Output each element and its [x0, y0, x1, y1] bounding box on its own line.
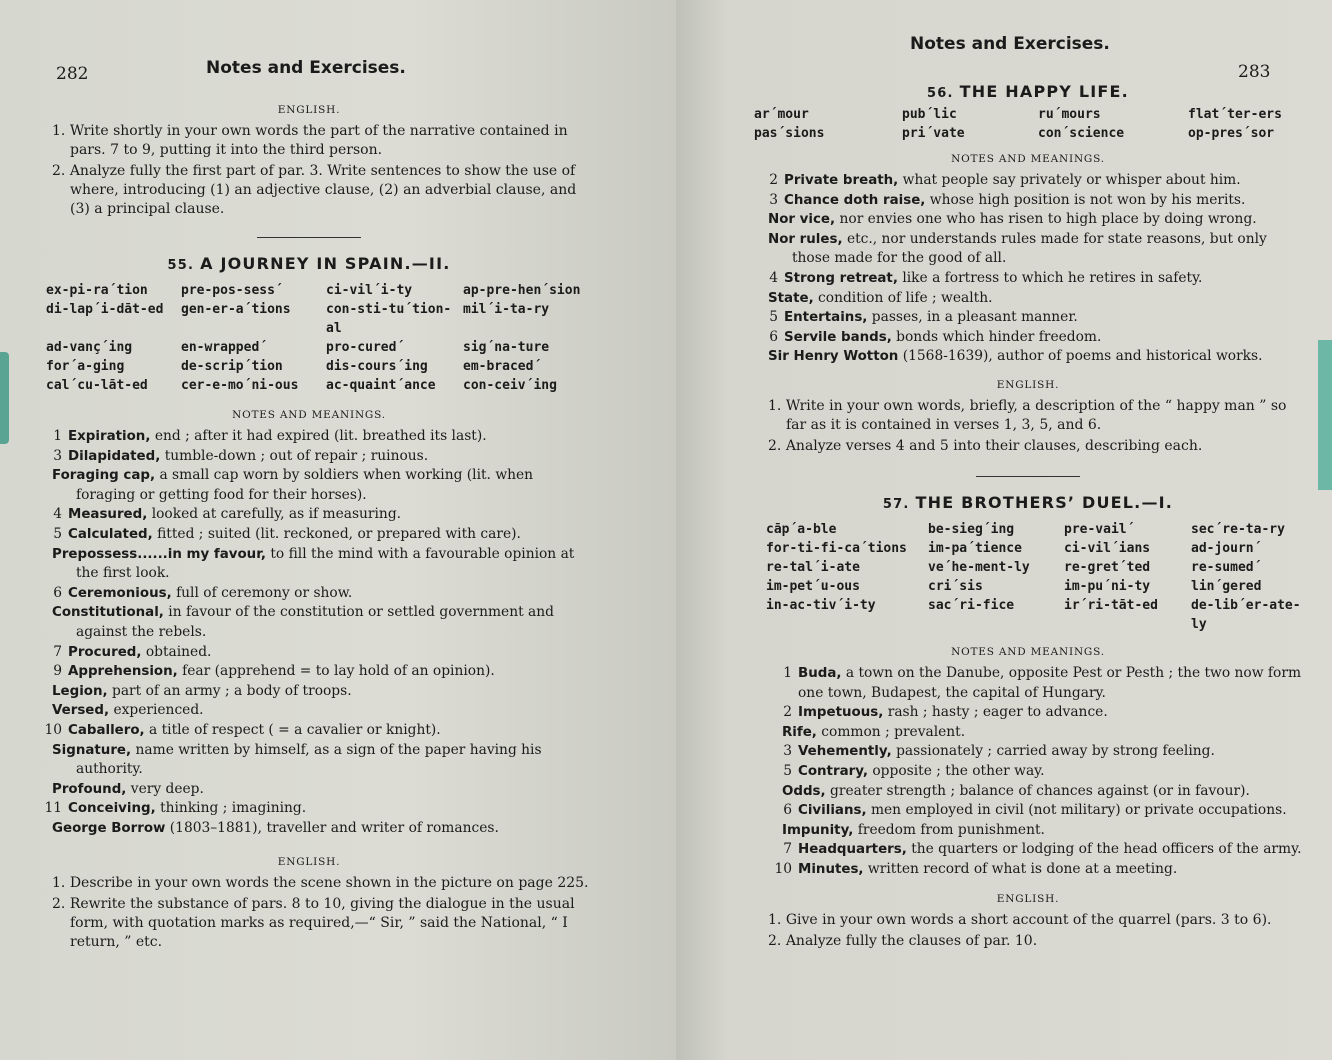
note-text: tumble-down ; out of repair ; ruinous.	[164, 447, 429, 464]
note-text: full of ceremony or show.	[176, 584, 353, 601]
note-text: opposite ; the other way.	[872, 762, 1045, 779]
exercise-item	[754, 397, 1302, 435]
note-text: (1803–1881), traveller and writer of romances.	[169, 819, 499, 836]
left-page-number: 282	[56, 64, 89, 84]
note-item	[32, 682, 596, 702]
note-headword: Signature,	[52, 742, 132, 758]
note-text: nor envies one who has risen to high place by doing wrong.	[839, 211, 1257, 228]
note-number: 3	[53, 447, 62, 464]
note-headword: State,	[768, 290, 814, 306]
note-number: 11	[44, 800, 62, 817]
note-headword: Chance doth raise,	[784, 192, 926, 208]
note-headword: Nor vice,	[768, 212, 836, 228]
exercise-item	[754, 932, 1302, 951]
exercise-number: 2.	[768, 437, 782, 454]
pronunciation-word: mil´i-ta-ry	[463, 302, 550, 317]
note-number: 1	[53, 428, 62, 444]
bookmark-tab	[1318, 340, 1332, 490]
note-text: to fill the mind with a favourable opinion at the first look.	[76, 545, 575, 582]
note-number: 4	[769, 269, 778, 286]
note-number: 2	[769, 172, 778, 188]
exercise-text: Analyze fully the first part of par. 3. Write sentences to show the use of where, introducing (1) an adjective clause, (2) an adverbial clause, and (3) a principal clause.	[69, 163, 577, 217]
pronunciation-word: de-scrip´tion	[181, 359, 283, 374]
pronunciation-word: flat´ter-ers	[1188, 107, 1282, 122]
lesson-number: 55.	[167, 258, 195, 273]
note-text: whose high position is not won by his merits.	[929, 191, 1246, 208]
pronunciation-word: ve´he-ment-ly	[928, 559, 1030, 575]
note-item	[32, 721, 596, 741]
note-headword: Odds,	[782, 783, 826, 799]
note-number: 5	[53, 525, 62, 542]
right-running-head	[754, 34, 1302, 82]
lesson-title: THE HAPPY LIFE.	[959, 82, 1129, 101]
pronunciation-word: im-pu´ni-ty	[1064, 578, 1151, 594]
note-item	[32, 603, 596, 642]
pronunciation-word: en-wrapped´	[181, 340, 268, 355]
note-headword: George Borrow	[52, 820, 166, 836]
note-item	[32, 780, 596, 800]
lesson-heading	[22, 254, 596, 273]
note-item	[32, 545, 596, 584]
note-text: written record of what is done at a meeting.	[867, 860, 1178, 877]
note-number: 6	[53, 584, 62, 601]
pronunciation-word: sac´ri-fice	[928, 597, 1015, 613]
left-running-title: Notes and Exercises.	[206, 58, 406, 78]
note-text: condition of life ; wealth.	[818, 289, 993, 306]
pronunciation-word: ex-pi-ra´tion	[46, 283, 148, 298]
right-running-title: Notes and Exercises.	[910, 34, 1110, 54]
pronunciation-word-grid	[46, 281, 596, 395]
pronunciation-word: for´a-ging	[46, 359, 125, 374]
exercise-list	[22, 874, 596, 952]
note-headword: Impetuous,	[798, 705, 884, 721]
pronunciation-word: sig´na-ture	[463, 340, 550, 355]
exercise-number: 1.	[52, 875, 66, 892]
note-text: passionately ; carried away by strong feeling.	[896, 743, 1215, 760]
note-number: 7	[53, 643, 62, 660]
pronunciation-word: re-gret´ted	[1064, 559, 1151, 575]
note-item	[762, 703, 1302, 723]
note-headword: Measured,	[68, 507, 148, 523]
pronunciation-word: im-pa´tience	[928, 540, 1022, 556]
note-headword: Entertains,	[784, 310, 868, 326]
exercise-number: 1.	[768, 912, 782, 929]
note-item	[748, 289, 1302, 309]
note-item	[32, 819, 596, 839]
note-text: (1568-1639), author of poems and historical works.	[902, 348, 1263, 365]
note-headword: Headquarters,	[798, 842, 907, 858]
pronunciation-word: con-ceiv´ing	[463, 378, 557, 393]
note-text: greater strength ; balance of chances against (or in favour).	[830, 782, 1250, 799]
pronunciation-word: cal´cu-lāt-ed	[46, 378, 148, 393]
note-headword: Impunity,	[782, 822, 854, 838]
exercise-number: 2.	[52, 163, 66, 179]
note-text: name written by himself, as a sign of the paper having his authority.	[76, 741, 542, 778]
note-headword: Expiration,	[68, 429, 151, 444]
pronunciation-word: pre-vail´	[1064, 521, 1135, 537]
exercise-text: Write in your own words, briefly, a description of the “ happy man ” so far as it is contained in verses 1, 3, 5, and 6.	[785, 397, 1287, 433]
lesson-number: 57.	[882, 496, 910, 512]
note-item	[32, 466, 596, 505]
note-text: thinking ; imagining.	[160, 800, 307, 817]
note-headword: Dilapidated,	[68, 448, 161, 464]
note-text: a town on the Danube, opposite Pest or Pesth ; the two now form one town, Budapest, the capital of Hungary.	[798, 664, 1302, 701]
note-item	[32, 525, 596, 545]
pronunciation-word: ir´ri-tāt-ed	[1064, 597, 1158, 613]
pronunciation-word: pub´lic	[902, 107, 957, 122]
note-item	[748, 269, 1302, 289]
pronunciation-word: sec´re-ta-ry	[1191, 521, 1285, 537]
note-text: end ; after it had expired (lit. breathed its last).	[154, 428, 487, 444]
note-text: experienced.	[113, 702, 204, 719]
exercise-number: 1.	[768, 397, 782, 414]
note-item	[748, 347, 1302, 367]
pronunciation-word: dis-cours´ing	[326, 359, 428, 374]
note-number: 5	[783, 762, 792, 779]
note-text: rash ; hasty ; eager to advance.	[887, 704, 1108, 721]
note-number: 6	[769, 328, 778, 345]
note-number: 10	[44, 721, 62, 738]
note-item	[762, 782, 1302, 802]
pronunciation-word: ac-quaint´ance	[326, 378, 436, 393]
pronunciation-word: cri´sis	[928, 578, 983, 594]
english-label: ENGLISH.	[996, 378, 1060, 391]
lesson-title: THE BROTHERS’ DUEL.—I.	[915, 492, 1174, 512]
pronunciation-word: con-sti-tu´tion-al	[326, 302, 452, 336]
note-headword: Minutes,	[798, 861, 864, 877]
exercise-text: Describe in your own words the scene shown in the picture on page 225.	[69, 875, 589, 892]
note-headword: Caballero,	[68, 722, 145, 738]
exercise-text: Write shortly in your own words the part of the narrative contained in pars. 7 to 9, putting it into the third person.	[69, 123, 568, 158]
note-item	[762, 762, 1302, 782]
pronunciation-word: pro-cured´	[326, 340, 405, 355]
note-text: like a fortress to which he retires in safety.	[902, 269, 1203, 286]
note-item	[762, 860, 1302, 880]
note-headword: Contrary,	[798, 763, 868, 779]
note-number: 3	[783, 743, 792, 760]
note-number: 9	[53, 663, 62, 680]
note-number: 10	[774, 860, 792, 877]
exercise-number: 2.	[52, 896, 66, 913]
pronunciation-word: op-pres´sor	[1188, 126, 1275, 141]
note-text: men employed in civil (not military) or private occupations.	[870, 802, 1287, 819]
exercise-number: 2.	[768, 933, 782, 950]
exercise-text: Analyze fully the clauses of par. 10.	[785, 933, 1038, 950]
note-headword: Conceiving,	[68, 801, 156, 817]
note-text: what people say privately or whisper about him.	[902, 172, 1241, 188]
notes-label: NOTES AND MEANINGS.	[951, 153, 1105, 165]
note-headword: Procured,	[68, 644, 142, 660]
exercise-item	[22, 122, 596, 160]
pronunciation-word: im-pet´u-ous	[766, 578, 860, 594]
note-headword: Vehemently,	[798, 744, 892, 760]
exercise-text: Give in your own words a short account of the quarrel (pars. 3 to 6).	[785, 912, 1272, 929]
pronunciation-word: ru´mours	[1038, 107, 1101, 122]
english-label: ENGLISH.	[277, 104, 341, 116]
note-item	[762, 840, 1302, 860]
note-number: 2	[783, 704, 792, 721]
note-number: 3	[769, 191, 778, 208]
section-divider	[257, 237, 361, 238]
note-headword: Strong retreat,	[784, 270, 898, 286]
note-item	[762, 801, 1302, 821]
note-headword: Constitutional,	[52, 605, 164, 621]
bookmark-tab	[0, 352, 9, 444]
pronunciation-word: lin´gered	[1191, 578, 1262, 594]
exercise-item	[754, 437, 1302, 456]
note-item	[32, 662, 596, 682]
note-item	[748, 210, 1302, 230]
note-text: common ; prevalent.	[821, 723, 966, 740]
pronunciation-word: cer-e-mo´ni-ous	[181, 378, 299, 393]
exercise-list	[22, 122, 596, 219]
note-headword: Foraging cap,	[52, 468, 156, 484]
note-headword: Private breath,	[784, 173, 899, 188]
note-item	[32, 427, 596, 447]
notes-list	[748, 171, 1302, 367]
note-item	[32, 584, 596, 604]
note-headword: Versed,	[52, 703, 110, 719]
note-item	[32, 447, 596, 467]
note-headword: Ceremonious,	[68, 585, 172, 601]
note-text: the quarters or lodging of the head officers of the army.	[911, 841, 1302, 858]
note-item	[32, 799, 596, 819]
note-text: obtained.	[145, 643, 212, 660]
note-text: freedom from punishment.	[857, 821, 1045, 838]
pronunciation-word: cāp´a-ble	[766, 521, 837, 537]
note-item	[762, 742, 1302, 762]
pronunciation-word: be-sieg´ing	[928, 521, 1015, 537]
exercise-list	[754, 397, 1302, 456]
note-item	[32, 643, 596, 663]
pronunciation-word: em-braced´	[463, 359, 542, 374]
exercise-text: Rewrite the substance of pars. 8 to 10, giving the dialogue in the usual form, with quotation marks as required,—“ Sir, ” said the National, “ I return, ” etc.	[69, 896, 575, 951]
lesson-title: A JOURNEY IN SPAIN.—II.	[200, 254, 451, 273]
note-item	[748, 328, 1302, 348]
notes-label: NOTES AND MEANINGS.	[232, 409, 386, 421]
exercise-text: Analyze verses 4 and 5 into their clauses, describing each.	[785, 437, 1203, 454]
note-headword: Profound,	[52, 781, 127, 797]
lesson-heading	[754, 82, 1302, 101]
right-page-number: 283	[1238, 62, 1271, 82]
pronunciation-word: gen-er-a´tions	[181, 302, 291, 317]
pronunciation-word: de-lib´er-ate-ly	[1191, 597, 1301, 632]
note-item	[748, 191, 1302, 211]
note-number: 5	[769, 309, 778, 326]
note-text: a small cap worn by soldiers when working (lit. when foraging or getting food for their horses).	[76, 467, 534, 503]
pronunciation-word: con´science	[1038, 126, 1125, 141]
note-item	[762, 821, 1302, 841]
exercise-item	[22, 874, 596, 893]
pronunciation-word: pri´vate	[902, 126, 965, 141]
note-item	[32, 741, 596, 780]
note-item	[748, 308, 1302, 328]
note-number: 6	[783, 802, 792, 819]
pronunciation-word: pre-pos-sess´	[181, 283, 283, 298]
pronunciation-word: ar´mour	[754, 107, 809, 122]
pronunciation-word: re-sumed´	[1191, 559, 1262, 575]
pronunciation-word: pas´sions	[754, 126, 825, 141]
note-headword: Servile bands,	[784, 329, 892, 345]
note-number: 7	[783, 841, 792, 858]
note-text: looked at carefully, as if measuring.	[151, 506, 402, 523]
note-item	[762, 664, 1302, 703]
right-page	[676, 0, 1332, 1060]
exercise-item	[22, 162, 596, 219]
note-headword: Prepossess......in my favour,	[52, 546, 266, 562]
note-headword: Calculated,	[68, 526, 153, 542]
pronunciation-word: re-tal´i-ate	[766, 559, 860, 575]
pronunciation-word: ad-vanç´ing	[46, 340, 133, 355]
exercise-list	[754, 911, 1302, 951]
note-text: a title of respect ( = a cavalier or knight).	[149, 721, 441, 738]
pronunciation-word-grid	[754, 105, 1302, 143]
notes-list	[762, 664, 1302, 880]
lesson-heading	[754, 493, 1302, 512]
pronunciation-word: ap-pre-hen´sion	[463, 283, 581, 298]
left-running-head	[22, 56, 596, 86]
note-text: very deep.	[130, 780, 204, 797]
exercise-item	[22, 895, 596, 952]
note-item	[762, 723, 1302, 743]
note-headword: Legion,	[52, 683, 108, 699]
pronunciation-word: in-ac-tiv´i-ty	[766, 597, 876, 613]
note-item	[32, 701, 596, 721]
note-text: part of an army ; a body of troops.	[112, 682, 352, 699]
pronunciation-word: ci-vil´i-ty	[326, 283, 413, 298]
note-text: fitted ; suited (lit. reckoned, or prepared with care).	[157, 525, 521, 542]
note-item	[748, 230, 1302, 269]
english-label: ENGLISH.	[996, 893, 1060, 906]
note-headword: Civilians,	[798, 803, 867, 819]
pronunciation-word: ad-journ´	[1191, 540, 1262, 556]
pronunciation-word: di-lap´i-dāt-ed	[46, 302, 164, 317]
note-text: fear (apprehend = to lay hold of an opinion).	[182, 663, 495, 680]
notes-list	[32, 427, 596, 838]
section-divider	[976, 476, 1080, 477]
pronunciation-word: ci-vil´ians	[1064, 540, 1151, 556]
exercise-number: 1.	[52, 123, 66, 139]
note-headword: Nor rules,	[768, 231, 843, 247]
exercise-item	[754, 911, 1302, 930]
note-headword: Sir Henry Wotton	[768, 349, 899, 365]
note-text: in favour of the constitution or settled government and against the rebels.	[76, 604, 554, 640]
note-headword: Buda,	[798, 665, 842, 681]
note-number: 1	[783, 664, 792, 681]
note-headword: Apprehension,	[68, 664, 178, 680]
english-label: ENGLISH.	[277, 856, 341, 869]
note-text: etc., nor understands rules made for state reasons, but only those made for the good of all.	[792, 230, 1267, 267]
note-number: 4	[53, 506, 62, 523]
lesson-number: 56.	[927, 86, 954, 101]
note-item	[748, 171, 1302, 191]
note-text: passes, in a pleasant manner.	[871, 309, 1078, 326]
pronunciation-word: for-ti-fi-ca´tions	[766, 540, 907, 556]
note-headword: Rife,	[782, 724, 817, 740]
notes-label: NOTES AND MEANINGS.	[951, 645, 1105, 658]
note-item	[32, 505, 596, 525]
note-text: bonds which hinder freedom.	[896, 328, 1102, 345]
pronunciation-word-grid	[766, 520, 1302, 634]
